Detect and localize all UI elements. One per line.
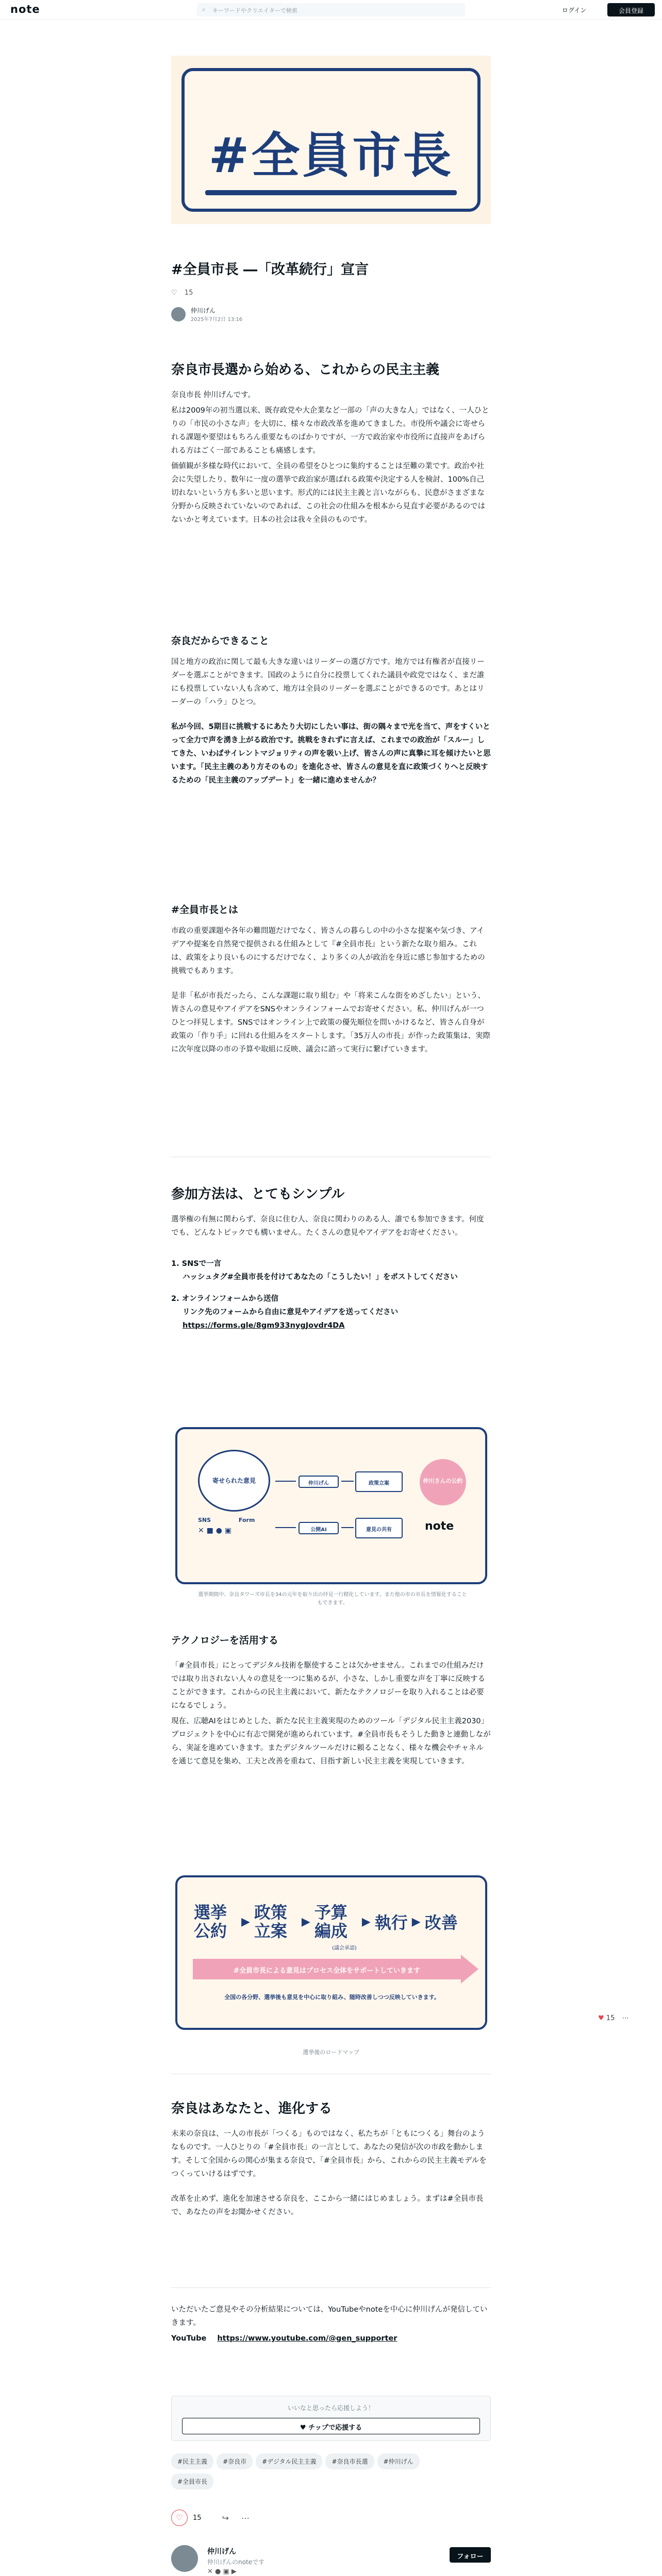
youtube-label: YouTube [171, 2334, 207, 2343]
diagram-bubble [198, 1450, 270, 1512]
step-1-body: ハッシュタグ#全員市長を付けてあなたの「こうしたい！」をポストしてください [183, 1273, 458, 1281]
roadmap-step: 選挙公約 [194, 1903, 227, 1941]
share-icon[interactable]: ↪ [222, 2513, 229, 2523]
section-heading: #全員市長とは [171, 904, 238, 916]
paragraph: 是非「私が市長だったら、こんな課題に取り組む」や「将来こんな街をめざしたい」という、皆さんの意見やアイデアをSNSやオンラインフォームでお寄せください。私、仲川げんが一つひとつ拝見します。SNSではオンライン上で政策の優先順位を問いかけるなど、皆さん自身が政策の「作り手」に回れる仕組みをスタートします。「35万人の市長」が作った政策集は、実際に次年度以降の市の予算や取組に反映、議会に諮って実行に繋げていきます。 [171, 992, 491, 1054]
follow-button[interactable]: フォロー [450, 2547, 491, 2563]
more-icon[interactable]: ⋯ [241, 2513, 250, 2523]
diagram-share: 意見の共有 [355, 1518, 403, 1538]
paragraph: 奈良市長 仲川げんです。 [171, 391, 255, 399]
creator-card [171, 2545, 491, 2576]
roadmap-sub: (議会承認) [332, 1945, 357, 1951]
tag-list [171, 2453, 491, 2494]
author-name[interactable]: 仲川げん [191, 307, 216, 314]
author-row [171, 306, 491, 323]
tag[interactable]: #デジタル民主主義 [256, 2453, 322, 2469]
diagram-arrow [341, 1527, 354, 1528]
tag[interactable]: #全員市長 [171, 2473, 213, 2489]
arrow-icon: ▶ [411, 1915, 421, 1928]
paragraph-bold: 私が今回、5期目に挑戦するにあたり大切にしたい事は、街の隅々まで光を当て、声をすくいとって全力で声を湧き上がる政治です。挑戦をきれずに言えば、これまでの政治が「スルー」してきた、いわばサイレントマジョリティの声を吸い上げ、皆さんの声に真摯に耳を傾けたいと思います。「民主主義のあり方そのもの」を進化させ、皆さんの意見を直に政策づくりへと反映するための「民主主義のアップデート」を一緒に進めませんか？ [171, 723, 491, 785]
section-tech [171, 1633, 491, 1768]
action-bar [171, 2509, 491, 2527]
tip-button[interactable] [182, 2418, 480, 2434]
section-heading: 参加方法は、とてもシンプル [171, 1187, 345, 1202]
article-title: #全員市長 ―「改革続行」宣言 [171, 262, 369, 278]
roadmap-step: 改善 [424, 1913, 458, 1933]
step-list [171, 1257, 491, 1332]
login-link[interactable]: ログイン [562, 7, 587, 14]
participation-diagram [175, 1427, 487, 1584]
like-button[interactable]: ♡ [171, 2510, 188, 2526]
roadmap-steps [194, 1903, 458, 1940]
top-nav [0, 0, 662, 20]
section-heading: テクノロジーを活用する [171, 1635, 278, 1646]
floating-like[interactable] [598, 2014, 628, 2022]
figure-caption: 選挙期間中、奈良タワーズ市長を34の元年を取り出の拝見一行精化しています。また他の市の市長を情報化することもできます。 [198, 1592, 467, 1606]
section-heading: 奈良はあなたと、進化する [171, 2101, 333, 2116]
paragraph: 価値観が多様な時代において、全員の希望をひとつに集約することは至難の業です。政治や社会に失望したり、数年に一度の選挙で政治家が選ばれる政策や決定する人を検討、100%自己切れないという方も多いと思います。形式的には民主主義と言いながらも、民意がさまざまな分野から反映されていないのであれば、この社会の仕組みを根本から見直す必要があるのではないかと考えています。日本の社会は我々全員のものです。 [171, 462, 485, 524]
section-join [171, 1185, 491, 1332]
arrow-icon: ▶ [241, 1915, 250, 1928]
diagram-candidate: 仲川げん [299, 1476, 339, 1488]
social-icons[interactable]: ✕ ● ▣ ▶ [207, 2568, 237, 2575]
hero-image [171, 56, 491, 224]
divider [171, 2287, 491, 2288]
diagram-ai: 公開AI [299, 1522, 339, 1534]
like-count: 15 [184, 289, 193, 297]
section-youtube [171, 2303, 491, 2345]
tag[interactable]: #奈良市長選 [325, 2453, 374, 2469]
note-logo[interactable]: note [10, 3, 40, 15]
tag[interactable]: #仲川げん [377, 2453, 420, 2469]
like-row [171, 289, 491, 297]
arrow-icon: ▶ [361, 1915, 371, 1928]
diagram-form: Form [238, 1517, 255, 1523]
step-2-title: 2. オンラインフォームから送信 [171, 1295, 278, 1303]
hero-card [181, 68, 481, 212]
paragraph: いただいたご意見やその分析結果については、YouTubeやnoteを中心に仲川げんが発信していきます。 [171, 2306, 488, 2327]
diagram-note-logo: note [425, 1520, 454, 1533]
search-placeholder: キーワードやクリエイターで検索 [212, 7, 297, 14]
diagram-channels [198, 1517, 270, 1535]
roadmap-step: 執行 [374, 1913, 408, 1933]
form-link[interactable]: https://forms.gle/8gm933nygJovdr4DA [183, 1321, 345, 1330]
diagram-center: 寄せられた意見 [212, 1477, 256, 1484]
diagram-policy: 政策立案 [355, 1471, 403, 1492]
creator-name[interactable]: 仲川げん [207, 2548, 236, 2556]
floating-like-count: 15 [606, 2014, 615, 2022]
youtube-link[interactable]: https://www.youtube.com/@gen_supporter [217, 2334, 398, 2343]
creator-avatar[interactable] [171, 2545, 198, 2572]
section-intro [171, 361, 491, 527]
diagram-arrow [275, 1527, 296, 1528]
tip-icon: ♥ [300, 2424, 306, 2432]
paragraph: 未来の奈良は、一人の市長が「つくる」ものではなく、私たちが「ともにつくる」舞台のようなものです。一人ひとりの「#全員市長」の一言として、あなたの発信が次の市政を動かします。そして全国からの関心が集まる奈良で、「#全員市長」から、これからの民主主義モデルをつくっていけるはずです。 [171, 2130, 487, 2178]
paragraph: 私は2009年の初当選以来、既存政党や大企業など一部の「声の大きな人」ではなく、一人ひとりの「市民の小さな声」を大切に、様々な市政改革を進めてきました。市役所や議会に寄せられる課題や要望はもちろん重要なものばかりですが、一方で政治家や市役所に直接声をあげられる方はごく一部であることも痛感します。 [171, 406, 489, 455]
heart-icon: ♥ [598, 2014, 604, 2022]
section-about [171, 903, 491, 1056]
search-icon: ⌕ [202, 6, 206, 13]
heart-icon[interactable]: ♡ [171, 289, 177, 297]
hero-underline [205, 190, 457, 195]
roadmap-step: 予算編成 [314, 1903, 347, 1941]
signup-button[interactable]: 会員登録 [607, 3, 655, 16]
banner-arrow-icon [461, 1955, 478, 1984]
paragraph: 市政の重要課題や各年の難問題だけでなく、皆さんの暮らしの中の小さな提案や気づき、アイデアや提案を自然発で提供される仕組みとして『#全員市長』という新たな取り組み。これは、政策をより良いものにするだけでなく、より多くの人が政治を身近に感じ参加するための挑戦でもあります。 [171, 927, 485, 975]
tag[interactable]: #民主主義 [171, 2453, 213, 2469]
creator-bio: 仲川げんのnoteです [207, 2558, 265, 2566]
roadmap-figure [175, 1875, 487, 2030]
diagram-badge: 仲川さんの公約 [420, 1459, 466, 1505]
roadmap-note: 全国の各分野、選挙後も意見を中心に取り組み、随時改善しつつ反映していきます。 [224, 1994, 440, 2001]
hero-title: #全員市長 [208, 128, 454, 184]
tag[interactable]: #奈良市 [217, 2453, 253, 2469]
paragraph: 選挙権の有無に関わらず、奈良に住む人、奈良に関わりのある人、誰でも参加できます。何度でも、どんなトピックでも構いません。たくさんの意見やアイデアをお寄せください。 [171, 1215, 484, 1237]
section-closing [171, 2099, 491, 2219]
section-heading: 奈良市長選から始める、これからの民主主義 [171, 362, 440, 378]
paragraph: 現在、広聴AIをはじめとした、新たな民主主義実現のためのツール「デジタル民主主義2030」プロジェクトを中心に有志で開発が進められています。#全員市長もそうした動きと連動しながら、実証を進めていきます。またデジタルツールだけに頼ることなく、様々な機会やチャネルを通じて意見を集め、工夫と改善を重ねて、目指す新しい民主主義を実現していきます。 [171, 1717, 491, 1766]
author-avatar[interactable] [171, 307, 186, 321]
support-box [171, 2396, 491, 2441]
diagram-arrow [275, 1481, 296, 1482]
step-2-body: リンク先のフォームから自由に意見やアイデアを送ってください [183, 1308, 399, 1316]
roadmap-step: 政策立案 [254, 1903, 287, 1941]
paragraph: 「#全員市長」にとってデジタル技術を駆使することは欠かせません。これまでの仕組みだけでは取り出されない人々の意見を一つに集めるが、小さな、しかし重要な声を丁寧に反映することができます。これからの民主主義において、新たなテクノロジーを取り入れることは必要になるでしょう。 [171, 1662, 485, 1710]
figure-caption: 選挙後のロードマップ [303, 2049, 359, 2056]
paragraph: 改革を止めず、進化を加速させる奈良を、ここから一緒にはじめましょう。まずは#全員市長で、あなたの声をお聞かせください。 [171, 2195, 484, 2216]
tip-button-label: チップで応援する [308, 2424, 362, 2432]
section-heading: 奈良だからできること [171, 635, 269, 647]
arrow-icon: ▶ [301, 1915, 310, 1928]
like-count: 15 [193, 2514, 202, 2522]
paragraph: 国と地方の政治に関して最も大きな違いはリーダーの選び方です。地方では有権者が直接リーダーを選ぶことができます。国政のように自分に投票してくれた議員や政党ではなく、まだ誰にも投票していない人も含めて、地方は全員のリーダーを選ぶことができるのです。あとはリーダーの「ハラ」ひとつ。 [171, 658, 485, 706]
more-icon[interactable]: ⋯ [622, 2014, 629, 2022]
step-1-title: 1. SNSで一言 [171, 1260, 222, 1268]
diagram-arrow [341, 1481, 354, 1482]
section-nara [171, 634, 491, 787]
support-prompt: いいなと思ったら応援しよう！ [287, 2404, 374, 2412]
publish-date: 2025年7月2日 13:16 [191, 317, 243, 323]
search-input[interactable] [197, 3, 465, 16]
sns-icons: ✕ ■ ● ▣ [198, 1527, 232, 1535]
diagram-sns: SNS [198, 1517, 211, 1523]
roadmap-banner: #全員市長による意見はプロセス全体をサポートしていきます [193, 1959, 461, 1979]
